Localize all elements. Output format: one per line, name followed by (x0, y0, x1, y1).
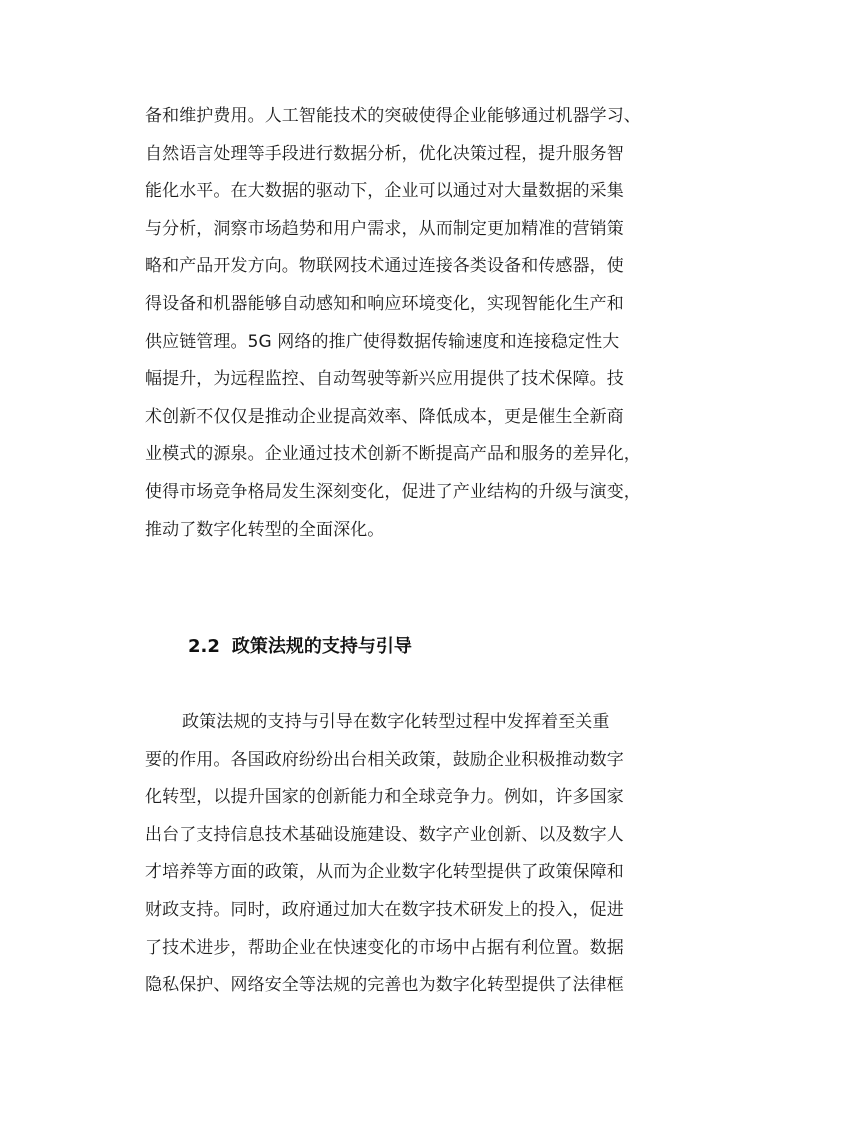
text-line: 能化水平。在大数据的驱动下，企业可以通过对大量数据的采集 (145, 181, 624, 202)
text-line: 得设备和机器能够自动感知和响应环境变化，实现智能化生产和 (145, 293, 624, 314)
text-line: 了技术进步，帮助企业在快速变化的市场中占据有利位置。数据 (145, 937, 624, 958)
text-line: 幅提升，为远程监控、自动驾驶等新兴应用提供了技术保障。技 (145, 369, 624, 390)
text-line: 略和产品开发方向。物联网技术通过连接各类设备和传感器，使 (145, 256, 624, 277)
text-line: 与分析，洞察市场趋势和用户需求，从而制定更加精准的营销策 (145, 218, 624, 239)
text-line: 供应链管理。5G 网络的推广使得数据传输速度和连接稳定性大 (145, 331, 620, 352)
text-line: 备和维护费用。人工智能技术的突破使得企业能够通过机器学习、 (145, 106, 641, 126)
section-title: 政策法规的支持与引导 (231, 636, 412, 657)
text-line: 推动了数字化转型的全面深化。 (145, 519, 385, 540)
text-line: 使得市场竞争格局发生深刻变化，促进了产业结构的升级与演变， (145, 481, 641, 502)
text-line: 要的作用。各国政府纷纷出台相关政策，鼓励企业积极推动数字 (145, 749, 624, 770)
text-line: 术创新不仅仅是推动企业提高效率、降低成本，更是催生全新商 (145, 406, 624, 427)
paragraph-technology-innovation (145, 98, 725, 549)
text-line: 化转型，以提升国家的创新能力和全球竞争力。例如，许多国家 (145, 787, 624, 808)
text-line: 业模式的源泉。企业通过技术创新不断提高产品和服务的差异化， (145, 444, 641, 465)
paragraph-policy-support (145, 704, 725, 1005)
text-line: 隐私保护、网络安全等法规的完善也为数字化转型提供了法律框 (145, 975, 624, 996)
text-line: 财政支持。同时，政府通过加大在数字技术研发上的投入，促进 (145, 899, 624, 920)
text-line: 才培养等方面的政策，从而为企业数字化转型提供了政策保障和 (145, 862, 624, 883)
section-heading (188, 630, 412, 664)
section-number: 2.2 (188, 636, 220, 657)
text-line: 自然语言处理等手段进行数据分析，优化决策过程，提升服务智 (145, 143, 624, 164)
text-line: 政策法规的支持与引导在数字化转型过程中发挥着至关重 (182, 712, 610, 732)
text-line: 出台了支持信息技术基础设施建设、数字产业创新、以及数字人 (145, 824, 624, 845)
